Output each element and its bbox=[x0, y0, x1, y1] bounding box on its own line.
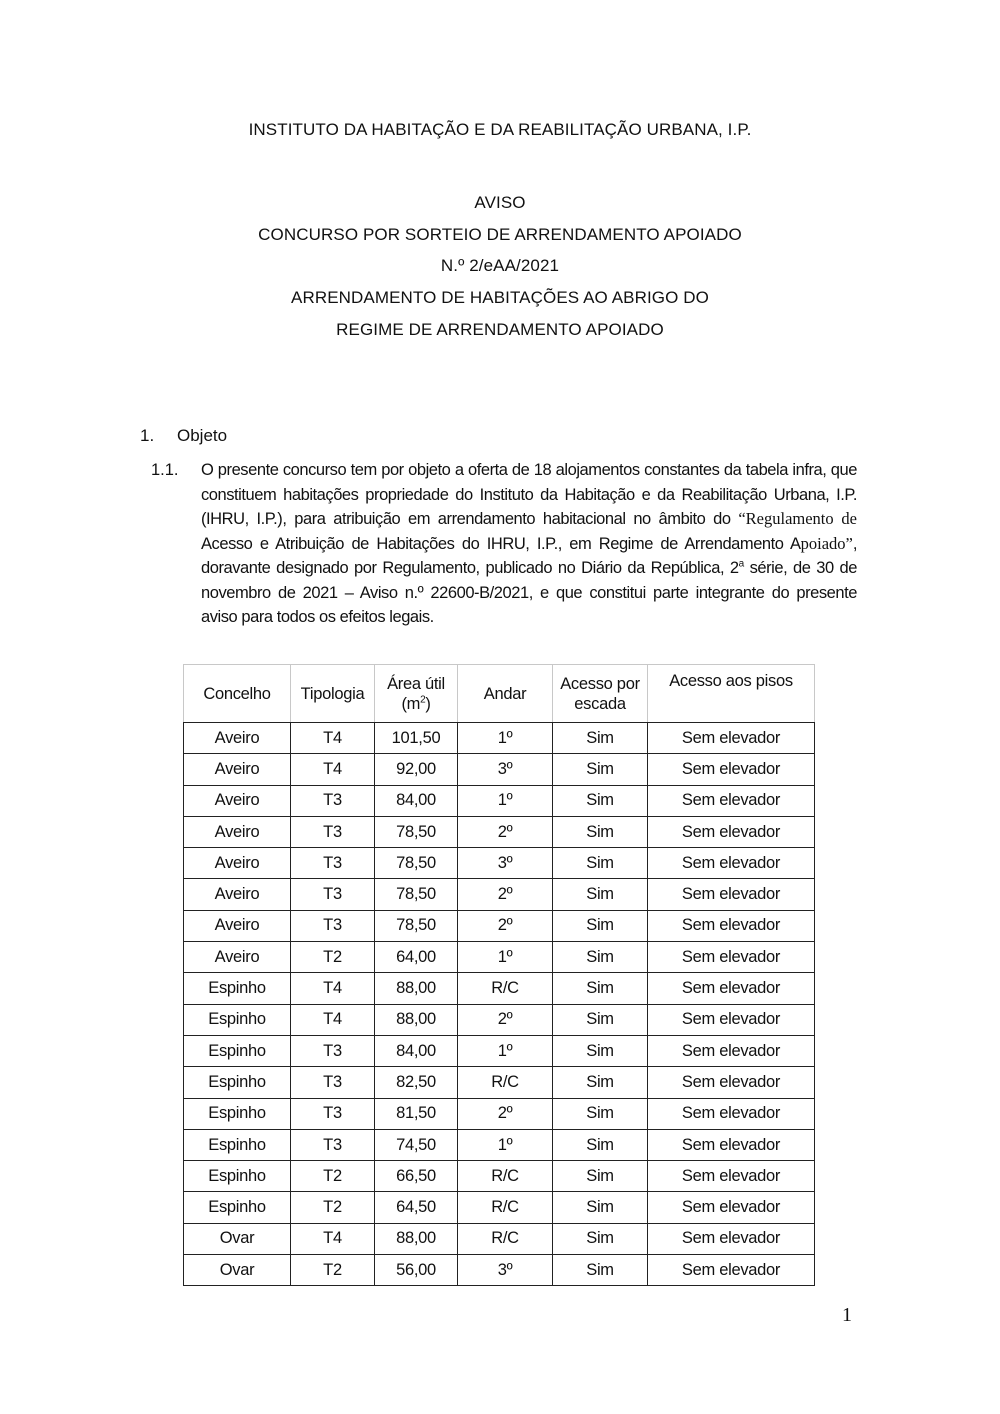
cell-tipologia: T4 bbox=[291, 754, 375, 785]
cell-escada: Sim bbox=[553, 1098, 648, 1129]
cell-area: 78,50 bbox=[375, 879, 458, 910]
cell-pisos: Sem elevador bbox=[648, 910, 815, 941]
paragraph-text-serif: “Regulamento de bbox=[738, 509, 857, 528]
header-concelho: Concelho bbox=[184, 665, 291, 723]
cell-escada: Sim bbox=[553, 848, 648, 879]
cell-concelho: Aveiro bbox=[184, 942, 291, 973]
cell-concelho: Espinho bbox=[184, 1192, 291, 1223]
cell-area: 66,50 bbox=[375, 1161, 458, 1192]
cell-andar: 1º bbox=[458, 1129, 553, 1160]
cell-concelho: Espinho bbox=[184, 1004, 291, 1035]
cell-area: 88,00 bbox=[375, 973, 458, 1004]
cell-escada: Sim bbox=[553, 1067, 648, 1098]
cell-escada: Sim bbox=[553, 1255, 648, 1286]
cell-area: 78,50 bbox=[375, 848, 458, 879]
cell-escada: Sim bbox=[553, 1004, 648, 1035]
cell-andar: 2º bbox=[458, 1098, 553, 1129]
cell-concelho: Espinho bbox=[184, 1067, 291, 1098]
cell-escada: Sim bbox=[553, 973, 648, 1004]
table-row bbox=[184, 1223, 815, 1254]
header-area bbox=[375, 665, 458, 723]
table-row bbox=[184, 1161, 815, 1192]
paragraph-text-part: O presente concurso tem por objeto a oferta de 18 alojamentos constantes da tabela infra, que constituem habitações propriedade do Instituto da Habitação e da Reabilitação Urbana, I.P. (IHRU, I.P.), para atribuição em arrendamento habitacional no âmbito do bbox=[201, 461, 857, 528]
table-row bbox=[184, 973, 815, 1004]
cell-area: 56,00 bbox=[375, 1255, 458, 1286]
cell-concelho: Espinho bbox=[184, 973, 291, 1004]
cell-area: 88,00 bbox=[375, 1004, 458, 1035]
cell-escada: Sim bbox=[553, 723, 648, 754]
header-escada-line2: escada bbox=[574, 694, 626, 713]
cell-pisos: Sem elevador bbox=[648, 1129, 815, 1160]
cell-area: 74,50 bbox=[375, 1129, 458, 1160]
subject-line-1: ARRENDAMENTO DE HABITAÇÕES AO ABRIGO DO bbox=[291, 288, 709, 307]
cell-andar: R/C bbox=[458, 973, 553, 1004]
table-row bbox=[184, 942, 815, 973]
cell-area: 101,50 bbox=[375, 723, 458, 754]
contest-title: CONCURSO POR SORTEIO DE ARRENDAMENTO APOIADO bbox=[258, 225, 742, 244]
header-tipologia: Tipologia bbox=[291, 665, 375, 723]
cell-concelho: Ovar bbox=[184, 1255, 291, 1286]
cell-concelho: Ovar bbox=[184, 1223, 291, 1254]
cell-area: 92,00 bbox=[375, 754, 458, 785]
cell-andar: 1º bbox=[458, 942, 553, 973]
paragraph-text-part: série, de 30 de novembro de 2021 – Aviso n.º 22600-B/2021, e que constitui parte integrante do presente aviso para todos os efeitos legais. bbox=[201, 559, 858, 626]
cell-escada: Sim bbox=[553, 1192, 648, 1223]
cell-tipologia: T3 bbox=[291, 1067, 375, 1098]
cell-andar: R/C bbox=[458, 1223, 553, 1254]
cell-concelho: Aveiro bbox=[184, 816, 291, 847]
cell-concelho: Aveiro bbox=[184, 754, 291, 785]
cell-andar: 3º bbox=[458, 754, 553, 785]
cell-area: 88,00 bbox=[375, 1223, 458, 1254]
cell-tipologia: T2 bbox=[291, 1192, 375, 1223]
cell-tipologia: T4 bbox=[291, 973, 375, 1004]
cell-pisos: Sem elevador bbox=[648, 1098, 815, 1129]
cell-tipologia: T2 bbox=[291, 942, 375, 973]
cell-area: 84,00 bbox=[375, 785, 458, 816]
table-row bbox=[184, 723, 815, 754]
header-area-label: Área útil bbox=[387, 674, 445, 693]
paragraph-text-part: Acesso e Atribuição de Habitações do IHRU, I.P., em Regime de Arrendamento A bbox=[201, 534, 801, 553]
table-row bbox=[184, 1098, 815, 1129]
table-row bbox=[184, 1067, 815, 1098]
cell-pisos: Sem elevador bbox=[648, 816, 815, 847]
cell-tipologia: T3 bbox=[291, 910, 375, 941]
cell-tipologia: T3 bbox=[291, 1098, 375, 1129]
cell-andar: 2º bbox=[458, 816, 553, 847]
cell-pisos: Sem elevador bbox=[648, 1035, 815, 1066]
table-row bbox=[184, 816, 815, 847]
table-row bbox=[184, 1035, 815, 1066]
institution-name: INSTITUTO DA HABITAÇÃO E DA REABILITAÇÃO URBANA, I.P. bbox=[248, 120, 752, 139]
cell-pisos: Sem elevador bbox=[648, 942, 815, 973]
cell-pisos: Sem elevador bbox=[648, 973, 815, 1004]
cell-concelho: Espinho bbox=[184, 1098, 291, 1129]
cell-andar: 2º bbox=[458, 1004, 553, 1035]
cell-pisos: Sem elevador bbox=[648, 785, 815, 816]
table-row bbox=[184, 910, 815, 941]
cell-area: 64,00 bbox=[375, 942, 458, 973]
cell-tipologia: T3 bbox=[291, 879, 375, 910]
cell-pisos: Sem elevador bbox=[648, 848, 815, 879]
cell-escada: Sim bbox=[553, 1223, 648, 1254]
cell-area: 78,50 bbox=[375, 910, 458, 941]
table-row bbox=[184, 1004, 815, 1035]
cell-pisos: Sem elevador bbox=[648, 879, 815, 910]
cell-pisos: Sem elevador bbox=[648, 754, 815, 785]
cell-andar: 2º bbox=[458, 879, 553, 910]
paragraph-text-serif: poiado” bbox=[800, 533, 853, 553]
table-row bbox=[184, 879, 815, 910]
cell-tipologia: T4 bbox=[291, 723, 375, 754]
cell-area: 64,50 bbox=[375, 1192, 458, 1223]
cell-area: 82,50 bbox=[375, 1067, 458, 1098]
housing-table bbox=[183, 664, 815, 1286]
cell-tipologia: T2 bbox=[291, 1161, 375, 1192]
superscript: a bbox=[738, 558, 744, 570]
header-area-close: ) bbox=[425, 694, 431, 713]
cell-tipologia: T3 bbox=[291, 785, 375, 816]
paragraph-1-1 bbox=[151, 458, 857, 630]
table-row bbox=[184, 754, 815, 785]
cell-area: 81,50 bbox=[375, 1098, 458, 1129]
cell-tipologia: T3 bbox=[291, 1035, 375, 1066]
cell-tipologia: T3 bbox=[291, 816, 375, 847]
cell-concelho: Aveiro bbox=[184, 785, 291, 816]
header-area-unit: (m bbox=[401, 694, 421, 713]
cell-andar: 1º bbox=[458, 723, 553, 754]
cell-concelho: Espinho bbox=[184, 1161, 291, 1192]
section-heading bbox=[140, 426, 227, 446]
notice-title: AVISO bbox=[474, 193, 526, 212]
table-header-row bbox=[184, 665, 815, 723]
paragraph-text bbox=[201, 458, 857, 630]
cell-area: 84,00 bbox=[375, 1035, 458, 1066]
cell-escada: Sim bbox=[553, 754, 648, 785]
cell-andar: 1º bbox=[458, 785, 553, 816]
cell-concelho: Espinho bbox=[184, 1129, 291, 1160]
cell-escada: Sim bbox=[553, 1161, 648, 1192]
superscript: 2 bbox=[420, 694, 426, 705]
header-escada bbox=[553, 665, 648, 723]
table-row bbox=[184, 1192, 815, 1223]
cell-concelho: Espinho bbox=[184, 1035, 291, 1066]
cell-pisos: Sem elevador bbox=[648, 1255, 815, 1286]
cell-pisos: Sem elevador bbox=[648, 723, 815, 754]
cell-tipologia: T2 bbox=[291, 1255, 375, 1286]
cell-andar: R/C bbox=[458, 1067, 553, 1098]
cell-andar: 3º bbox=[458, 848, 553, 879]
cell-andar: 2º bbox=[458, 910, 553, 941]
cell-pisos: Sem elevador bbox=[648, 1004, 815, 1035]
paragraph-number: 1.1. bbox=[151, 461, 179, 479]
page-number: 1 bbox=[842, 1304, 852, 1326]
cell-escada: Sim bbox=[553, 785, 648, 816]
cell-pisos: Sem elevador bbox=[648, 1161, 815, 1192]
cell-concelho: Aveiro bbox=[184, 910, 291, 941]
cell-concelho: Aveiro bbox=[184, 723, 291, 754]
contest-number: N.º 2/eAA/2021 bbox=[440, 256, 560, 275]
paragraph-text-part: , doravante designado por Regulamento, publicado no Diário da República, 2 bbox=[201, 534, 857, 577]
cell-escada: Sim bbox=[553, 910, 648, 941]
cell-andar: R/C bbox=[458, 1161, 553, 1192]
cell-concelho: Aveiro bbox=[184, 848, 291, 879]
cell-escada: Sim bbox=[553, 942, 648, 973]
cell-pisos: Sem elevador bbox=[648, 1192, 815, 1223]
cell-pisos: Sem elevador bbox=[648, 1223, 815, 1254]
cell-tipologia: T4 bbox=[291, 1223, 375, 1254]
header-escada-line1: Acesso por bbox=[560, 674, 640, 693]
cell-concelho: Aveiro bbox=[184, 879, 291, 910]
cell-escada: Sim bbox=[553, 1035, 648, 1066]
header-andar: Andar bbox=[458, 665, 553, 723]
cell-andar: 3º bbox=[458, 1255, 553, 1286]
table-row bbox=[184, 1255, 815, 1286]
cell-andar: 1º bbox=[458, 1035, 553, 1066]
header-pisos: Acesso aos pisos bbox=[648, 665, 815, 723]
table-row bbox=[184, 785, 815, 816]
cell-tipologia: T3 bbox=[291, 848, 375, 879]
table-row bbox=[184, 848, 815, 879]
cell-andar: R/C bbox=[458, 1192, 553, 1223]
cell-escada: Sim bbox=[553, 1129, 648, 1160]
cell-tipologia: T3 bbox=[291, 1129, 375, 1160]
subject-line-2: REGIME DE ARRENDAMENTO APOIADO bbox=[336, 320, 664, 339]
cell-area: 78,50 bbox=[375, 816, 458, 847]
table-row bbox=[184, 1129, 815, 1160]
cell-pisos: Sem elevador bbox=[648, 1067, 815, 1098]
section-title: Objeto bbox=[177, 426, 228, 445]
cell-escada: Sim bbox=[553, 879, 648, 910]
table-body bbox=[184, 723, 815, 1286]
section-number: 1. bbox=[140, 426, 155, 445]
cell-escada: Sim bbox=[553, 816, 648, 847]
cell-tipologia: T4 bbox=[291, 1004, 375, 1035]
